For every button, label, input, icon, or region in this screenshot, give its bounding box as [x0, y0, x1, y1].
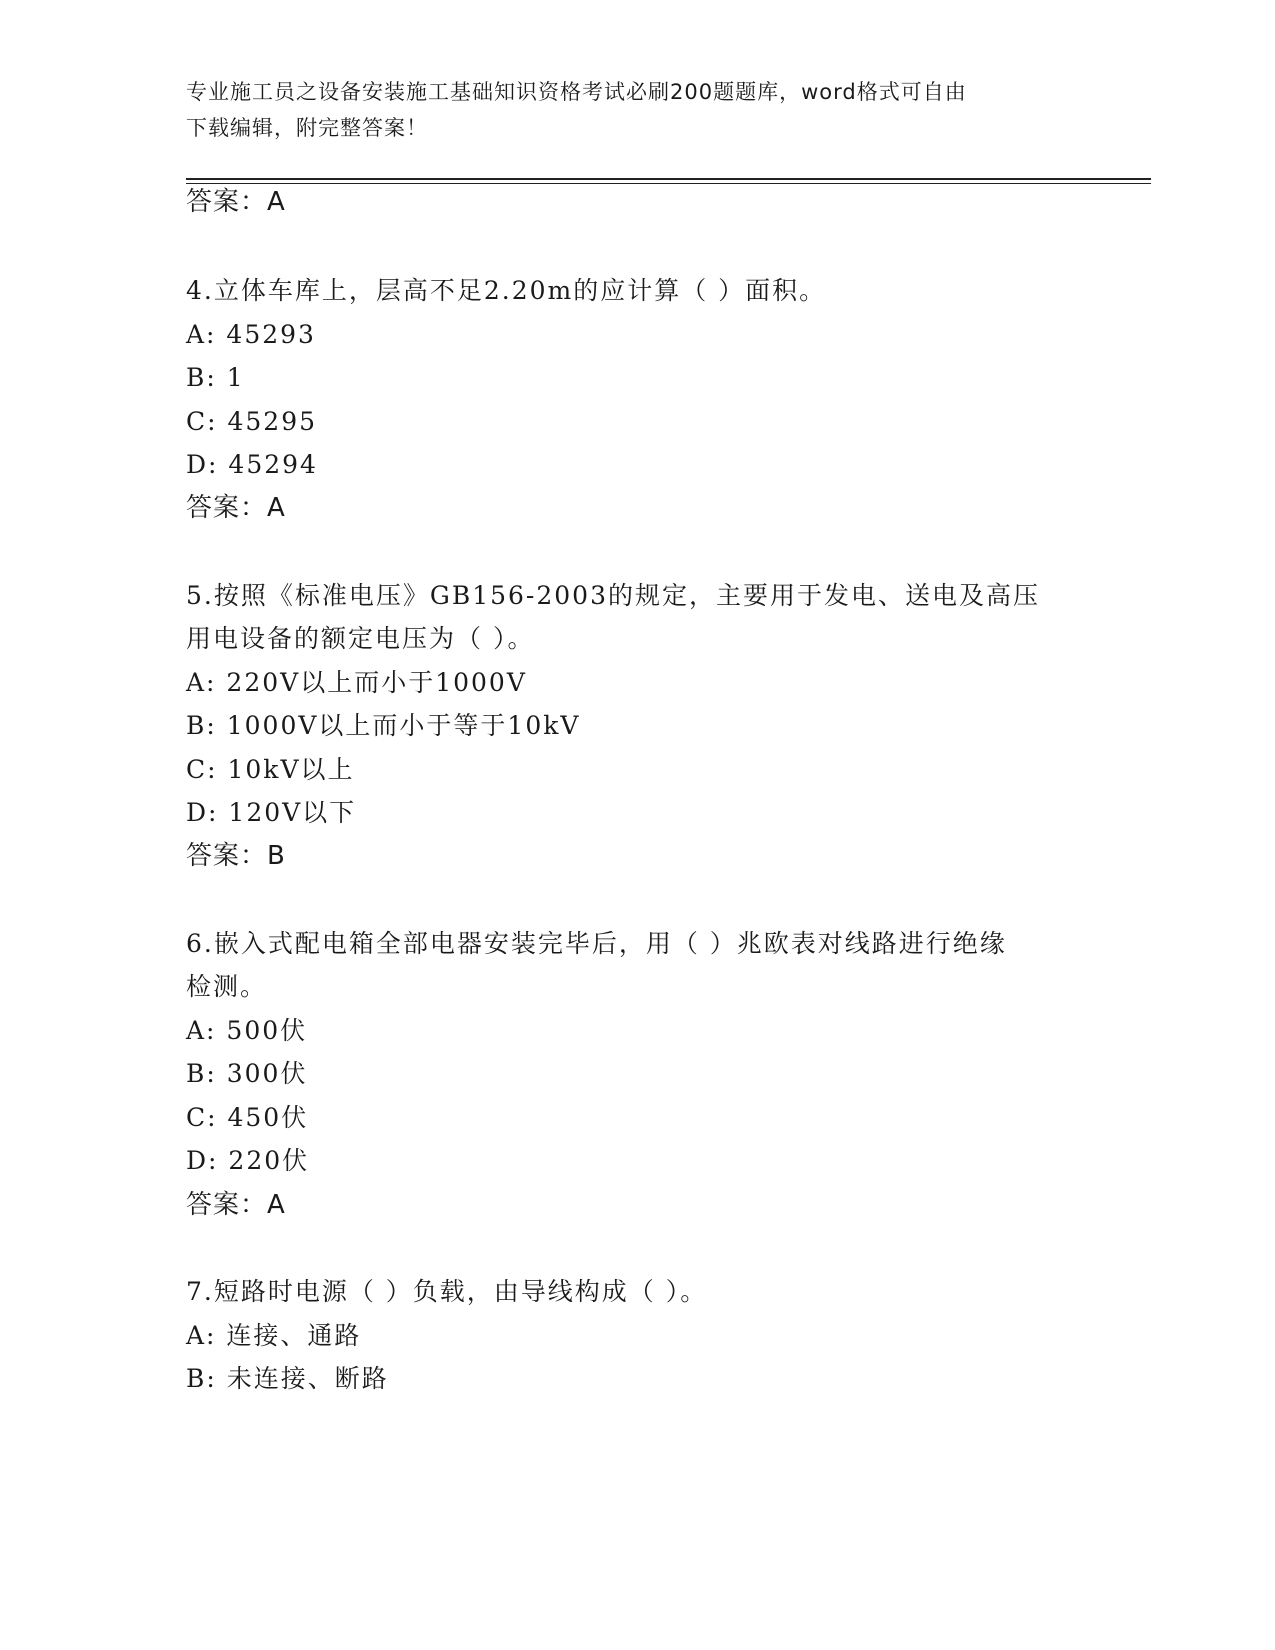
- question-4-stem: 4.立体车库上，层高不足2.20m的应计算（ ）面积。: [186, 276, 827, 305]
- question-5-stem-line-2: 用电设备的额定电压为（ ）。: [186, 624, 535, 653]
- question-5-option-c: C: 10kV以上: [186, 755, 355, 784]
- question-7-stem: 7.短路时电源（ ）负载，由导线构成（ ）。: [186, 1277, 708, 1306]
- question-5-option-b: B: 1000V以上而小于等于10kV: [186, 711, 581, 740]
- question-6-stem-line-1: 6.嵌入式配电箱全部电器安装完毕后，用（ ）兆欧表对线路进行绝缘: [186, 929, 1007, 958]
- question-5-answer: 答案：B: [186, 841, 286, 871]
- question-6-answer: 答案：A: [186, 1190, 286, 1220]
- document-header: [186, 74, 1066, 146]
- question-7-option-a: A: 连接、通路: [186, 1321, 362, 1350]
- header-line-2: 下载编辑，附完整答案！: [186, 116, 428, 140]
- question-6-option-c: C: 450伏: [186, 1103, 309, 1132]
- question-5-option-d: D: 120V以下: [186, 798, 357, 827]
- question-4-answer: 答案：A: [186, 493, 286, 523]
- question-4-option-d: D: 45294: [186, 450, 318, 479]
- question-7-option-b: B: 未连接、断路: [186, 1364, 389, 1393]
- question-4-option-a: A: 45293: [186, 320, 316, 349]
- header-line-1: 专业施工员之设备安装施工基础知识资格考试必刷200题题库，word格式可自由: [186, 80, 967, 104]
- question-6-option-b: B: 300伏: [186, 1059, 308, 1088]
- question-5-option-a: A: 220V以上而小于1000V: [186, 668, 527, 697]
- question-5-stem-line-1: 5.按照《标准电压》GB156-2003的规定，主要用于发电、送电及高压: [186, 581, 1040, 610]
- question-6-stem-line-2: 检测。: [186, 972, 268, 1001]
- question-4-option-b: B: 1: [186, 363, 245, 392]
- header-divider-thick: [186, 178, 1151, 180]
- question-6-option-a: A: 500伏: [186, 1016, 308, 1045]
- question-4-option-c: C: 45295: [186, 407, 318, 436]
- header-divider-thin: [186, 183, 1151, 184]
- question-6-option-d: D: 220伏: [186, 1146, 310, 1175]
- answer-prev: 答案：A: [186, 187, 286, 217]
